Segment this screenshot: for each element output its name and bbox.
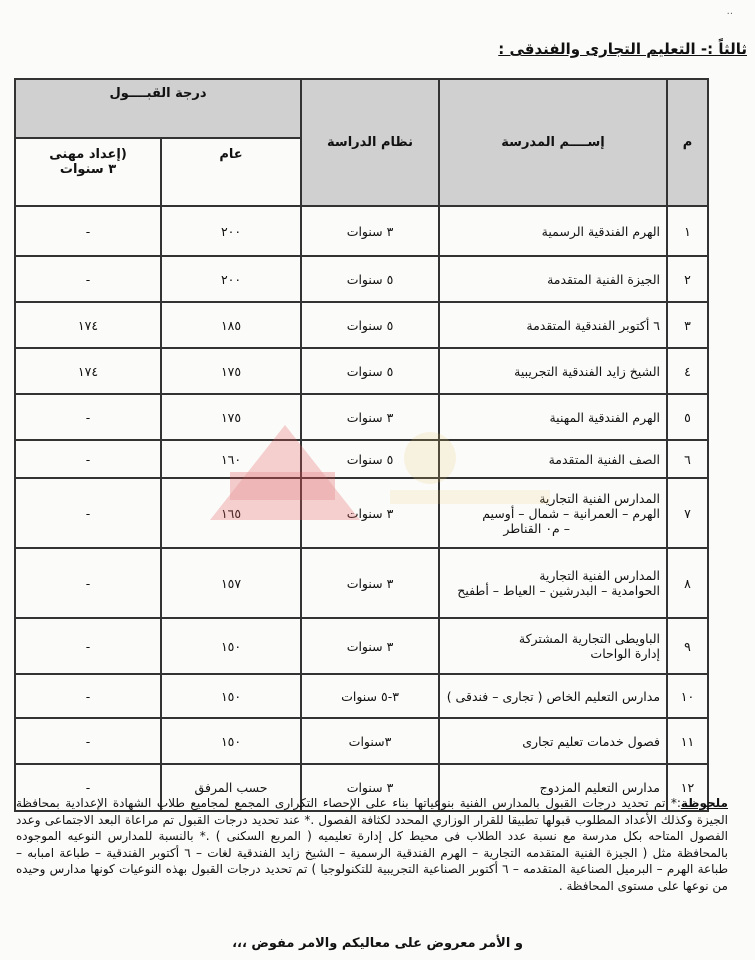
row-num: ٣ xyxy=(667,302,708,348)
admission-table xyxy=(14,78,709,812)
row-school-line2: الحوامدية – البدرشين – العياط – أطفيح xyxy=(457,583,661,598)
row-num: ٤ xyxy=(667,348,708,394)
row-vocational: - xyxy=(15,478,161,548)
row-school xyxy=(439,478,667,548)
table-row xyxy=(15,548,708,618)
row-vocational: ١٧٤ xyxy=(15,302,161,348)
row-vocational: - xyxy=(15,394,161,440)
header-vocational-line1: (إعداد مهنى xyxy=(49,147,127,162)
row-school: ٦ أكتوبر الفندقية المتقدمة xyxy=(439,302,667,348)
row-school: فصول خدمات تعليم تجارى xyxy=(439,718,667,764)
row-school: الصف الفنية المتقدمة xyxy=(439,440,667,478)
row-system: ٣ سنوات xyxy=(301,618,439,674)
row-system: ٣ سنوات xyxy=(301,206,439,256)
table-row xyxy=(15,718,708,764)
header-general: عام xyxy=(161,138,301,206)
row-system: ٣ سنوات xyxy=(301,478,439,548)
row-vocational: - xyxy=(15,206,161,256)
row-system: ٥ سنوات xyxy=(301,440,439,478)
note-text: :* تم تحديد درجات القبول بالمدارس الفنية بنوعياتها بناء على الإحصاء التكرارى المجمع لمجاميع طلاب الشهادة الإعدادية بمحافظة الجيزة وكذلك الأعداد المطلوب قبولها تطبيقا للقرار الوزاري المحدد لكثافة الفصول .* عند تحديد درجات القبول تم مراعاة البعد الاجتماعى وعدد الفصول المتاحه بكل مدرسة مع نسبة عدد الطلاب فى محيط كل إدارة تعليميه ( المربع السكنى ) .* بالنسبة للمدارس النوعيه الموجوده بالمحافظة مثل ( الجيزة الفنية المتقدمه التجارية – الهرم الفندقية الرسمية – الشيخ زايد الفندقية لغات – ٦ أكتوبر الفندقية – طباعة امبابه – طباعة الهرم – البرميل الصناعية المتقدمه – ٦ أكتوبر الصناعية التجريبية للتكنولوجيا ) تم تحديد درجات القبول بهذه النوعيات كونها مدارس وحيده من نوعها على مستوى المحافظة . xyxy=(16,796,729,893)
row-general: ١٥٠ xyxy=(161,618,301,674)
row-general: ١٨٥ xyxy=(161,302,301,348)
header-vocational-line2: ٣ سنوات xyxy=(59,162,117,177)
header-num: م xyxy=(667,79,708,206)
row-system: ٥ سنوات xyxy=(301,348,439,394)
row-system: ٥ سنوات xyxy=(301,302,439,348)
row-num: ١٢ xyxy=(667,764,708,811)
row-general: ١٦٥ xyxy=(161,478,301,548)
row-num: ١١ xyxy=(667,718,708,764)
table-row xyxy=(15,394,708,440)
table-row xyxy=(15,478,708,548)
header-school: إســــم المدرسة xyxy=(439,79,667,206)
row-num: ٧ xyxy=(667,478,708,548)
table-row xyxy=(15,256,708,302)
row-general: ٢٠٠ xyxy=(161,206,301,256)
row-general: ١٥٧ xyxy=(161,548,301,618)
table-row xyxy=(15,302,708,348)
note xyxy=(16,795,728,894)
row-general: ١٧٥ xyxy=(161,348,301,394)
row-general: حسب المرفق xyxy=(161,764,301,811)
row-school-line1: الباويطى التجارية المشتركة xyxy=(518,631,661,646)
table-row xyxy=(15,618,708,674)
header-degree: درجة القبــــول xyxy=(15,79,301,138)
row-school-line3: – م٠ القناطر xyxy=(503,520,571,536)
table-row xyxy=(15,674,708,718)
row-system: ٥ سنوات xyxy=(301,256,439,302)
row-vocational: - xyxy=(15,764,161,811)
row-school: الجيزة الفنية المتقدمة xyxy=(439,256,667,302)
row-school-line1: المدارس الفنية التجارية xyxy=(539,568,661,583)
corner-mark: .. xyxy=(726,6,733,17)
table-row xyxy=(15,206,708,256)
header-vocational xyxy=(15,138,161,206)
row-school-line2: الهرم – العمرانية – شمال – أوسيم xyxy=(482,505,661,521)
row-school xyxy=(439,618,667,674)
row-general: ١٥٠ xyxy=(161,674,301,718)
row-num: ٦ xyxy=(667,440,708,478)
table-row xyxy=(15,348,708,394)
row-school-line1: المدارس الفنية التجارية xyxy=(539,490,661,506)
table-row xyxy=(15,440,708,478)
row-num: ٩ xyxy=(667,618,708,674)
row-school: الهرم الفندقية الرسمية xyxy=(439,206,667,256)
section-title: ثالثاً :- التعليم التجارى والفندقى : xyxy=(498,40,747,58)
row-general: ١٥٠ xyxy=(161,718,301,764)
row-system: ٣سنوات xyxy=(301,718,439,764)
row-system: ٣ سنوات xyxy=(301,764,439,811)
row-num: ٢ xyxy=(667,256,708,302)
row-general: ١٧٥ xyxy=(161,394,301,440)
row-vocational: - xyxy=(15,440,161,478)
row-school: مدارس التعليم الخاص ( تجارى – فندقى ) xyxy=(439,674,667,718)
row-vocational: - xyxy=(15,548,161,618)
row-school xyxy=(439,548,667,618)
row-school: الشيخ زايد الفندقية التجريبية xyxy=(439,348,667,394)
row-general: ١٦٠ xyxy=(161,440,301,478)
closing-line: و الأمر معروض على معاليكم والامر مفوض ،،، xyxy=(232,936,523,951)
row-num: ١ xyxy=(667,206,708,256)
row-system: ٣ سنوات xyxy=(301,548,439,618)
row-vocational: - xyxy=(15,674,161,718)
row-vocational: - xyxy=(15,618,161,674)
row-num: ٨ xyxy=(667,548,708,618)
row-num: ٥ xyxy=(667,394,708,440)
row-system: ٣ سنوات xyxy=(301,394,439,440)
row-vocational: - xyxy=(15,256,161,302)
row-school: مدارس التعليم المزدوج xyxy=(439,764,667,811)
note-label: ملحوظة xyxy=(680,796,728,810)
row-school-line2: إدارة الواحات xyxy=(590,646,661,661)
row-num: ١٠ xyxy=(667,674,708,718)
row-vocational: ١٧٤ xyxy=(15,348,161,394)
header-system: نظام الدراسة xyxy=(301,79,439,206)
row-general: ٢٠٠ xyxy=(161,256,301,302)
row-system: ٣-٥ سنوات xyxy=(301,674,439,718)
row-vocational: - xyxy=(15,718,161,764)
row-school: الهرم الفندقية المهنية xyxy=(439,394,667,440)
